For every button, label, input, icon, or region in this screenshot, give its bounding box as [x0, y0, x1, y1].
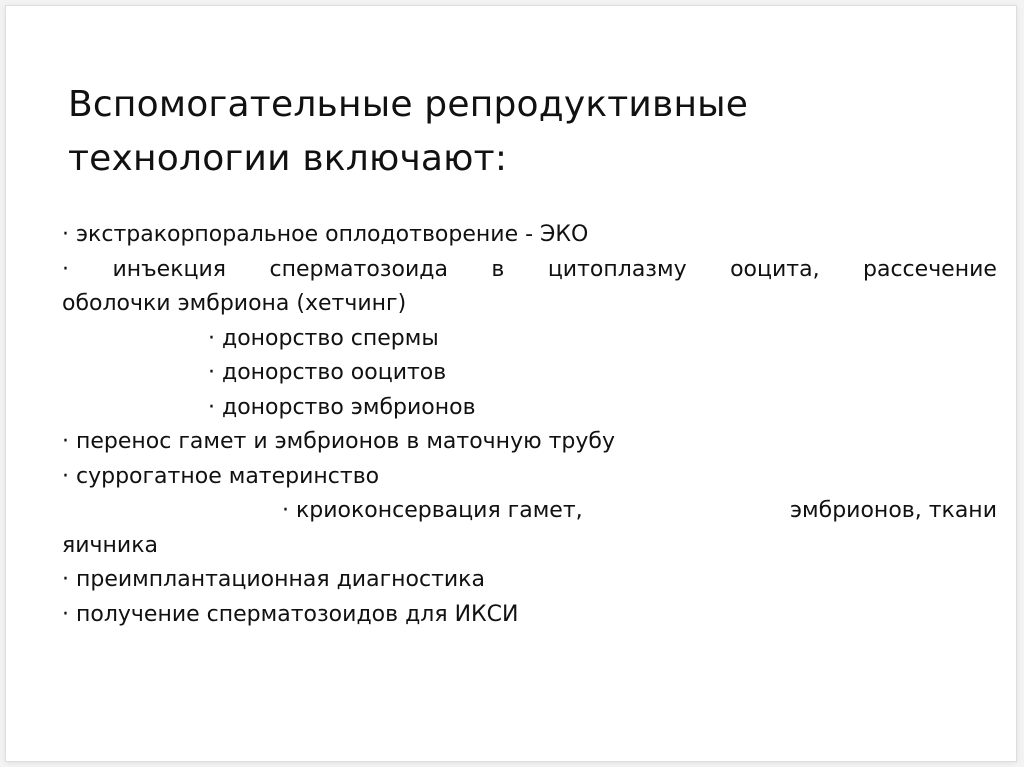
icsi-word: ооцита, [730, 256, 820, 282]
slide [6, 6, 1016, 761]
list-item-cryo-continued: яичника [62, 532, 158, 558]
icsi-word: рассечение [863, 256, 997, 282]
technology-list [62, 218, 997, 632]
list-item-icsi [62, 253, 997, 288]
list-item-donor-sperm: · донорство спермы [208, 325, 439, 351]
list-item-donor-oocytes: · донорство ооцитов [208, 360, 447, 385]
list-item-surrogacy: · суррогатное материнство [62, 463, 380, 489]
list-item-transfer: · перенос гамет и эмбрионов в маточную трубу [62, 429, 615, 454]
title-line-1: Вспомогательные репродуктивные [68, 84, 749, 125]
icsi-word: в [491, 256, 505, 282]
list-item-sperm-retrieval: · получение сперматозоидов для ИКСИ [62, 601, 519, 627]
slide-title [68, 78, 968, 186]
cryo-part-1: · криоконсервация гамет, [282, 498, 583, 523]
icsi-word: · [62, 256, 69, 282]
icsi-word: цитоплазму [547, 256, 687, 282]
list-item-icsi-continued: оболочки эмбриона (хетчинг) [62, 291, 407, 316]
icsi-word: сперматозоида [269, 256, 448, 282]
list-item-donor-embryos: · донорство эмбрионов [208, 394, 476, 420]
icsi-word: инъекция [112, 256, 227, 282]
list-item-pgd: · преимплантационная диагностика [62, 567, 485, 592]
list-item-cryo [62, 494, 997, 529]
title-line-2: технологии включают: [68, 138, 508, 179]
cryo-part-2: эмбрионов, ткани [789, 498, 997, 523]
list-item-eko: · экстракорпоральное оплодотворение - ЭКО [62, 222, 589, 247]
